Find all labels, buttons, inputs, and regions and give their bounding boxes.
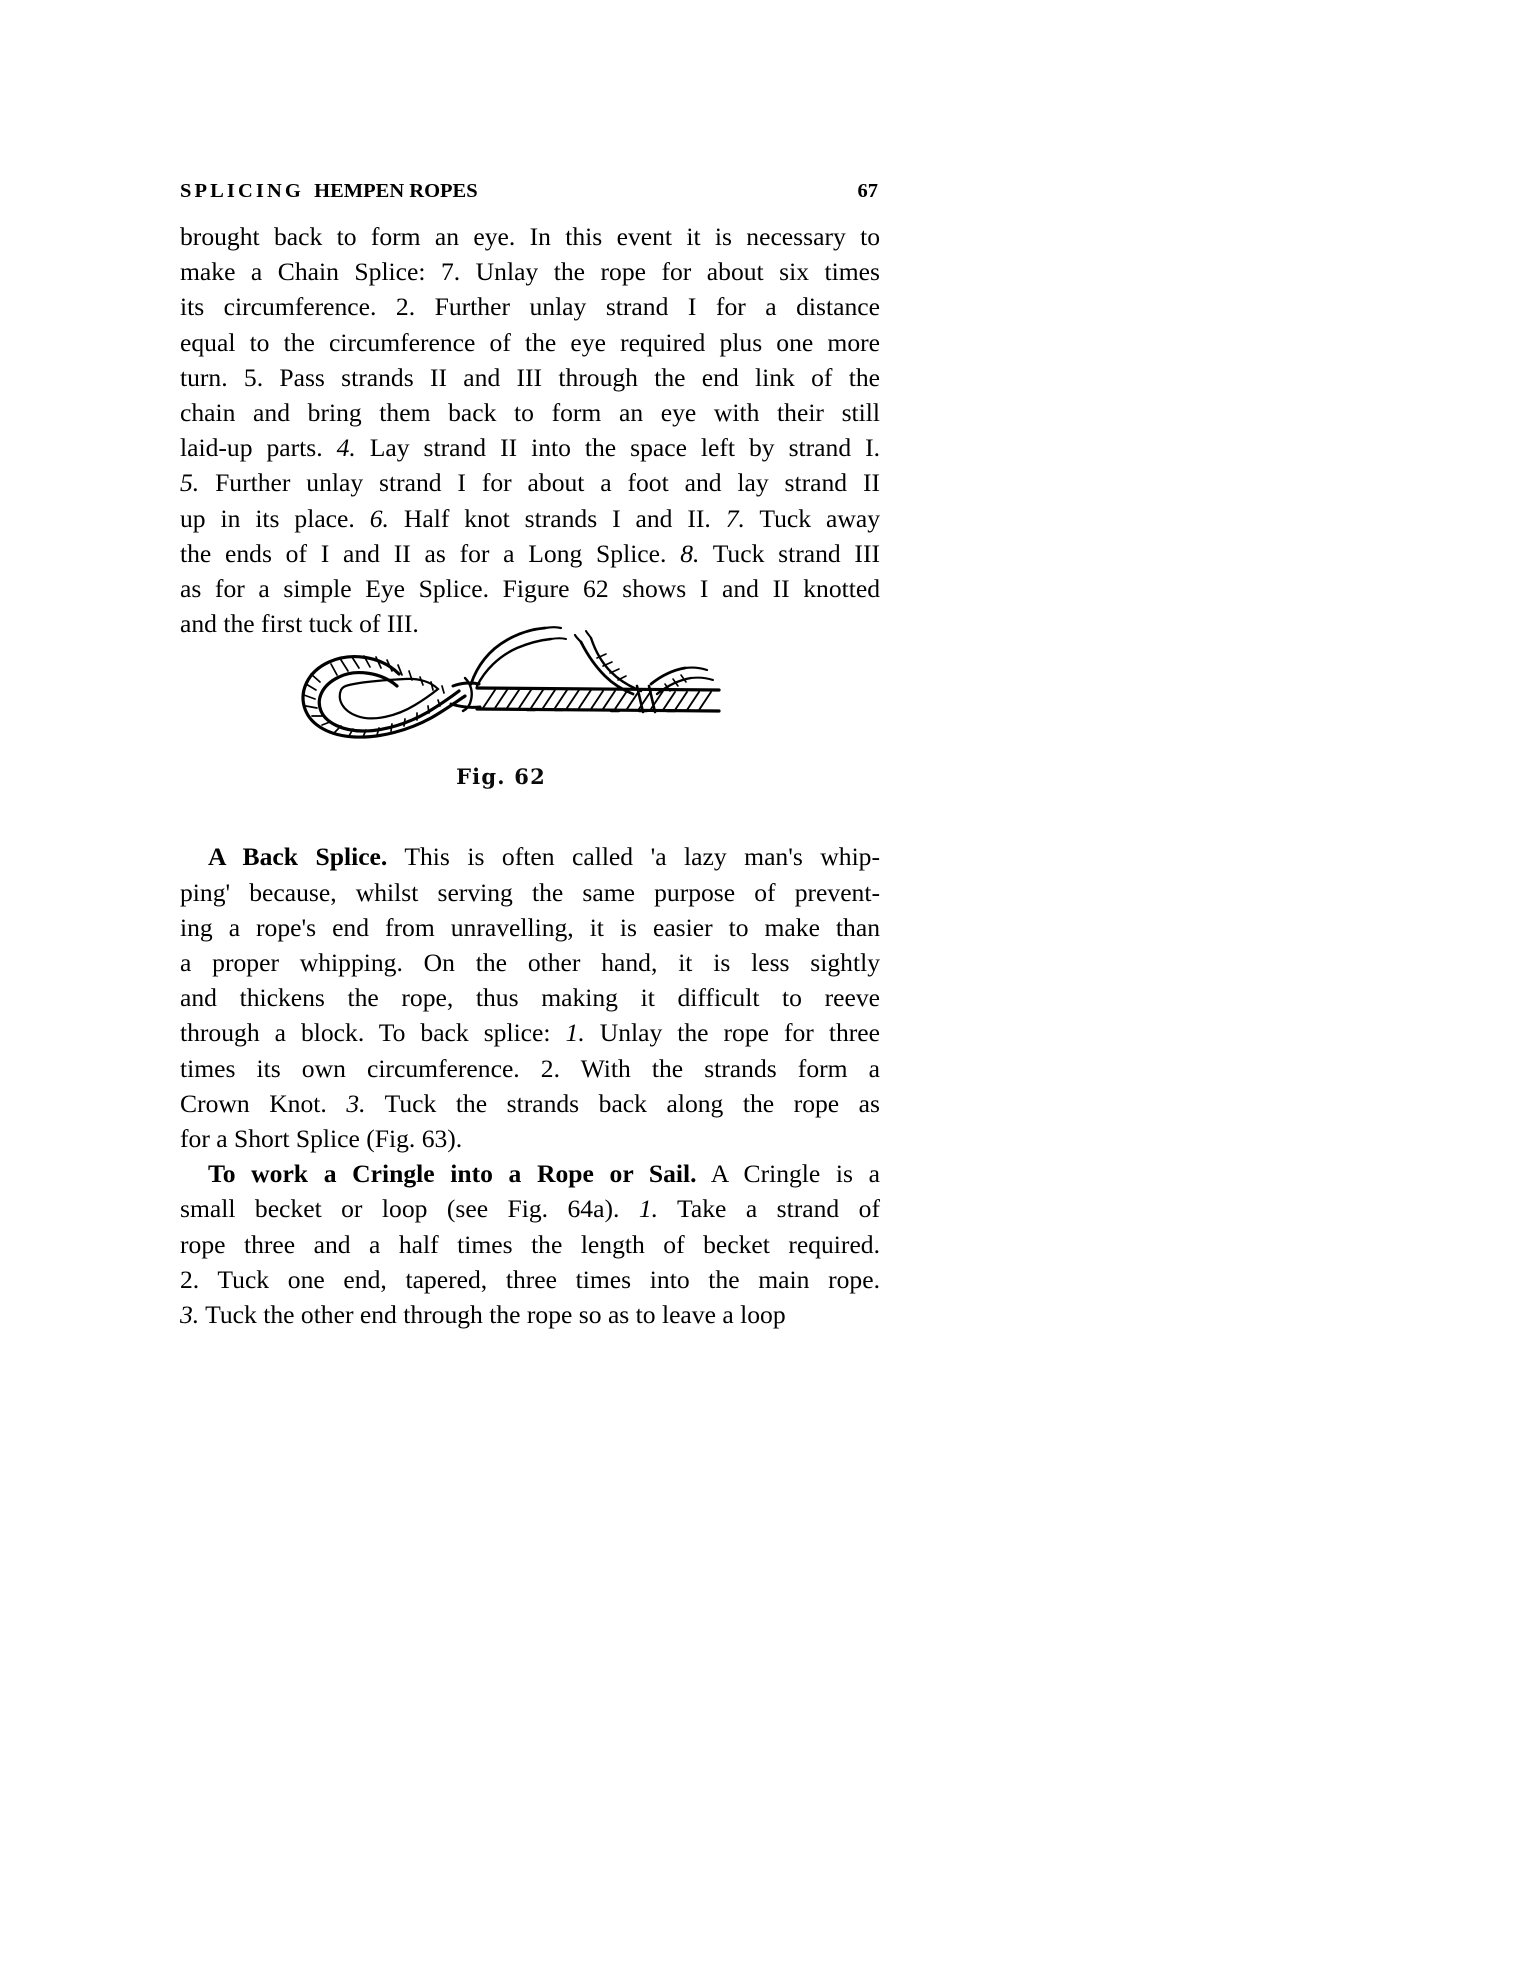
step-number: 3.: [180, 1300, 200, 1330]
text-line: chain and bring them back to form an eye with their still: [180, 398, 880, 428]
text-fragment: Tuck away: [759, 503, 881, 533]
text-line: ping' because, whilst serving the same purpose of prevent-: [180, 877, 880, 907]
text-line: rope three and a half times the length of becket required.: [180, 1229, 880, 1259]
text-line: a proper whipping. On the other hand, it is less sightly: [180, 948, 880, 978]
text-fragment: the ends of I and II as for a Long Splice.: [180, 538, 667, 568]
paragraph-cringle: [180, 1156, 880, 1332]
text-fragment: Crown Knot.: [180, 1088, 327, 1118]
step-number: 4.: [336, 433, 356, 463]
text-fragment: Tuck the other end through the rope so as to leave a loop: [205, 1300, 786, 1330]
text-line: [180, 1015, 880, 1050]
text-line: 2. Tuck one end, tapered, three times into the main rope.: [180, 1264, 880, 1294]
text-line: equal to the circumference of the eye required plus one more: [180, 327, 880, 357]
running-head-title-rest: HEMPEN ROPES: [303, 180, 478, 202]
text-line: make a Chain Splice: 7. Unlay the rope for about six times: [180, 257, 880, 287]
chain-splice-illustration: [281, 612, 721, 767]
text-line: as for a simple Eye Splice. Figure 62 shows I and II knotted: [180, 574, 880, 604]
step-number: 3.: [346, 1088, 366, 1118]
text-line: [180, 430, 880, 465]
text-line: turn. 5. Pass strands II and III through the end link of the: [180, 362, 880, 392]
text-line: [180, 1191, 880, 1226]
text-line: [180, 1156, 880, 1191]
text-fragment: small becket or loop (see Fig. 64a).: [180, 1194, 620, 1224]
running-head-title-spaced: SPLICING: [180, 180, 304, 202]
text-line: [180, 1297, 880, 1332]
running-head-title: [180, 178, 478, 204]
page-number: 67: [857, 180, 878, 202]
step-number: 1.: [638, 1194, 659, 1224]
figure-62: [281, 612, 721, 812]
text-fragment: laid-up parts.: [180, 433, 323, 463]
running-head: [180, 178, 878, 206]
step-number: 8.: [680, 538, 700, 568]
text-fragment: Lay strand II into the space left by strand I.: [369, 433, 881, 463]
text-line: [180, 536, 880, 571]
text-line: [180, 501, 880, 536]
text-fragment: Take a strand of: [677, 1194, 880, 1224]
text-fragment: through a block. To back splice:: [180, 1018, 551, 1048]
section-heading-cringle: To work a Cringle into a Rope or Sail.: [208, 1159, 697, 1189]
step-number: 6.: [369, 503, 389, 533]
text-line: and the first tuck of III.: [180, 609, 419, 639]
text-fragment: Tuck strand III: [712, 538, 880, 568]
text-line: [180, 465, 880, 500]
text-line: [180, 1086, 880, 1121]
step-number: 5.: [180, 468, 200, 498]
text-fragment: Further unlay strand I for about a foot and lay strand II: [215, 468, 880, 498]
text-line: ing a rope's end from unravelling, it is easier to make than: [180, 912, 880, 942]
text-fragment: A Cringle is a: [710, 1159, 881, 1189]
text-line: and thickens the rope, thus making it difficult to reeve: [180, 983, 880, 1013]
text-fragment: Tuck the strands back along the rope as: [384, 1088, 881, 1118]
text-line: times its own circumference. 2. With the strands form a: [180, 1053, 880, 1083]
paragraph-back-splice: [180, 839, 880, 1156]
text-fragment: Half knot strands I and II.: [403, 503, 711, 533]
text-line: its circumference. 2. Further unlay strand I for a distance: [180, 292, 880, 322]
text-line: [180, 839, 880, 874]
step-number: 7.: [725, 503, 745, 533]
text-line: brought back to form an eye. In this event it is necessary to: [180, 222, 880, 251]
text-fragment: up in its place.: [180, 503, 355, 533]
text-fragment: Unlay the rope for three: [599, 1018, 880, 1048]
text-line: for a Short Splice (Fig. 63).: [180, 1124, 463, 1154]
step-number: 1.: [565, 1018, 585, 1048]
figure-caption: Fig. 62: [456, 764, 546, 789]
text-fragment: This is often called 'a lazy man's whip-: [404, 842, 880, 872]
paragraph-chain-splice: [180, 219, 880, 641]
section-heading-back-splice: A Back Splice.: [208, 842, 388, 872]
